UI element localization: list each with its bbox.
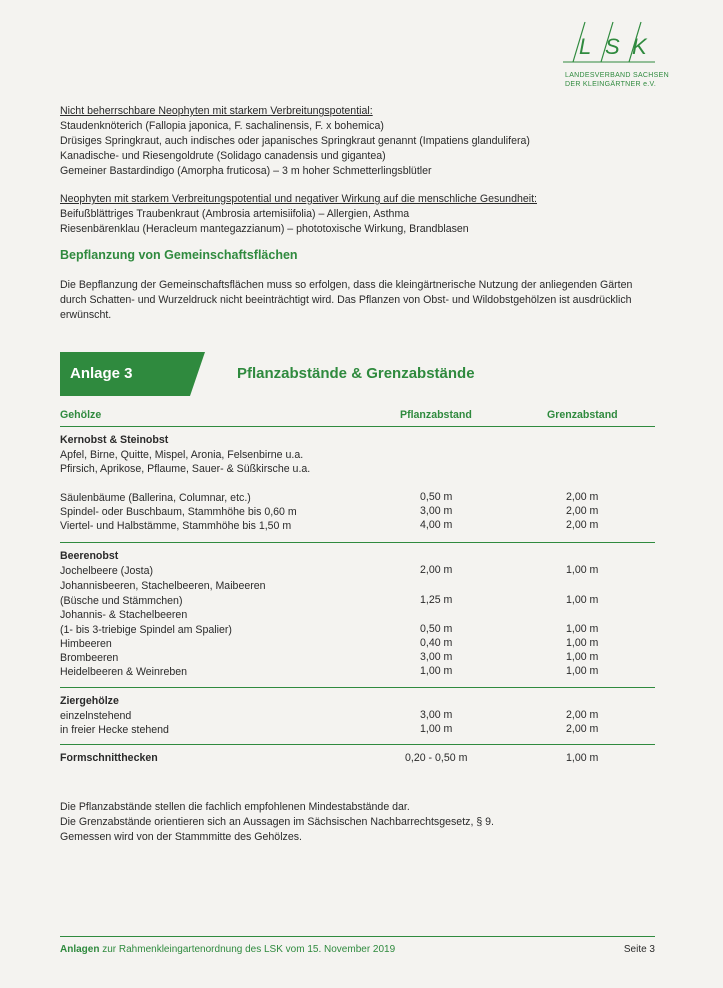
kernobst-intro: Apfel, Birne, Quitte, Mispel, Aronia, Felsenbirne u.a. bbox=[60, 449, 304, 461]
table-row-grenz: 1,00 m bbox=[566, 651, 599, 663]
neophytes1-line: Kanadische- und Riesengoldrute (Solidago canadensis und gigantea) bbox=[60, 150, 386, 162]
logo-letter-l: L bbox=[579, 34, 592, 59]
bepflanzung-heading: Bepflanzung von Gemeinschaftsflächen bbox=[60, 248, 298, 262]
table-row-pflanz: 3,00 m bbox=[420, 505, 453, 517]
section-kernobst: Kernobst & Steinobst bbox=[60, 434, 169, 446]
table-row-grenz: 2,00 m bbox=[566, 505, 599, 517]
table-row-pflanz: 4,00 m bbox=[420, 519, 453, 531]
bepflanzung-line: Die Bepflanzung der Gemeinschaftsflächen muss so erfolgen, dass die kleingärtnerische Nutzung der anliegenden Gärten bbox=[60, 279, 633, 291]
anlage-label: Anlage 3 bbox=[70, 365, 133, 382]
neophytes1-line: Drüsiges Springkraut, auch indisches oder japanisches Springkraut genannt (Impatiens glandulifera) bbox=[60, 135, 530, 147]
bepflanzung-line: erwünscht. bbox=[60, 309, 112, 321]
logo-letter-s: S bbox=[605, 34, 620, 59]
table-row-name: Heidelbeeren & Weinreben bbox=[60, 666, 188, 678]
section-beerenobst: Beerenobst bbox=[60, 550, 119, 562]
section-rule bbox=[60, 744, 655, 745]
table-row-pflanz: 1,00 m bbox=[420, 723, 453, 735]
table-row-name: Brombeeren bbox=[60, 652, 119, 664]
kernobst-intro: Pfirsich, Aprikose, Pflaume, Sauer- & Süßkirsche u.a. bbox=[60, 463, 311, 475]
neophytes2-line: Beifußblättriges Traubenkraut (Ambrosia artemisiifolia) – Allergien, Asthma bbox=[60, 208, 410, 220]
table-row-grenz: 2,00 m bbox=[566, 519, 599, 531]
note-line: Die Pflanzabstände stellen die fachlich empfohlenen Mindestabstände dar. bbox=[60, 801, 410, 813]
page-number: Seite 3 bbox=[623, 944, 655, 955]
table-row-grenz: 1,00 m bbox=[566, 594, 599, 606]
table-row-name: Spindel- oder Buschbaum, Stammhöhe bis 0,60 m bbox=[60, 506, 297, 518]
table-row-grenz: 1,00 m bbox=[566, 637, 599, 649]
section-ziergehoelze: Ziergehölze bbox=[60, 695, 119, 707]
table-row-pflanz: 0,20 - 0,50 m bbox=[405, 752, 468, 764]
anlage-title: Pflanzabstände & Grenzabstände bbox=[237, 365, 475, 382]
col-gehoelze: Gehölze bbox=[60, 409, 102, 421]
table-row-name: Viertel- und Halbstämme, Stammhöhe bis 1,50 m bbox=[60, 520, 292, 532]
table-row-name: einzelnstehend bbox=[60, 710, 132, 722]
table-row-grenz: 2,00 m bbox=[566, 709, 599, 721]
logo-line1: LANDESVERBAND SACHSEN bbox=[565, 72, 669, 79]
table-row-name: Johannis- & Stachelbeeren bbox=[60, 609, 188, 621]
footer-bold: Anlagen bbox=[60, 944, 100, 955]
col-pflanzabstand: Pflanzabstand bbox=[400, 409, 472, 421]
table-row-pflanz: 0,40 m bbox=[420, 637, 453, 649]
logo-line2: DER KLEINGÄRTNER e.V. bbox=[565, 81, 657, 88]
neophytes1-line: Gemeiner Bastardindigo (Amorpha fruticosa) – 3 m hoher Schmetterlingsblütler bbox=[60, 165, 432, 177]
footer-text bbox=[60, 944, 395, 955]
section-rule bbox=[60, 687, 655, 688]
table-row-grenz: 1,00 m bbox=[566, 752, 599, 764]
table-row-name: Jochelbeere (Josta) bbox=[60, 565, 154, 577]
footer-rest: zur Rahmenkleingartenordnung des LSK vom 15. November 2019 bbox=[99, 944, 396, 955]
footer-rule bbox=[60, 936, 655, 937]
table-row-pflanz: 0,50 m bbox=[420, 491, 453, 503]
table-row-pflanz: 2,00 m bbox=[420, 564, 453, 576]
table-row-pflanz: 0,50 m bbox=[420, 623, 453, 635]
table-row-pflanz: 1,00 m bbox=[420, 665, 453, 677]
table-row-name: (1- bis 3-triebige Spindel am Spalier) bbox=[60, 624, 232, 636]
table-row-name: in freier Hecke stehend bbox=[60, 724, 169, 736]
table-row-pflanz: 3,00 m bbox=[420, 709, 453, 721]
logo-letter-k: K bbox=[632, 34, 647, 59]
neophytes1-heading: Nicht beherrschbare Neophyten mit starkem Verbreitungspotential: bbox=[60, 105, 373, 117]
table-row-grenz: 1,00 m bbox=[566, 564, 599, 576]
note-line: Gemessen wird von der Stammmitte des Gehölzes. bbox=[60, 831, 302, 843]
table-row-name: Himbeeren bbox=[60, 638, 112, 650]
table-header-rule bbox=[60, 426, 655, 427]
anlage-banner bbox=[60, 352, 205, 396]
table-row-grenz: 2,00 m bbox=[566, 491, 599, 503]
neophytes2-heading: Neophyten mit starkem Verbreitungspotential und negativer Wirkung auf die menschliche Gesundheit: bbox=[60, 193, 537, 205]
neophytes1-line: Staudenknöterich (Fallopia japonica, F. sachalinensis, F. x bohemica) bbox=[60, 120, 384, 132]
table-row-grenz: 1,00 m bbox=[566, 623, 599, 635]
section-rule bbox=[60, 542, 655, 543]
note-line: Die Grenzabstände orientieren sich an Aussagen im Sächsischen Nachbarrechtsgesetz, § 9. bbox=[60, 816, 494, 828]
table-row-pflanz: 1,25 m bbox=[420, 594, 453, 606]
table-row-name: Säulenbäume (Ballerina, Columnar, etc.) bbox=[60, 492, 251, 504]
bepflanzung-line: durch Schatten- und Wurzeldruck nicht beeinträchtigt wird. Das Pflanzen von Obst- und Wildobstgehölzen ist ausdrücklich bbox=[60, 294, 632, 306]
table-row-grenz: 1,00 m bbox=[566, 665, 599, 677]
lsk-logo bbox=[563, 18, 669, 90]
table-row-name: (Büsche und Stämmchen) bbox=[60, 595, 183, 607]
table-row-name: Johannisbeeren, Stachelbeeren, Maibeeren bbox=[60, 580, 266, 592]
col-grenzabstand: Grenzabstand bbox=[547, 409, 618, 421]
neophytes2-line: Riesenbärenklau (Heracleum mantegazzianum) – phototoxische Wirkung, Brandblasen bbox=[60, 223, 469, 235]
table-row-grenz: 2,00 m bbox=[566, 723, 599, 735]
table-row-pflanz: 3,00 m bbox=[420, 651, 453, 663]
section-formschnitthecken: Formschnitthecken bbox=[60, 752, 158, 764]
